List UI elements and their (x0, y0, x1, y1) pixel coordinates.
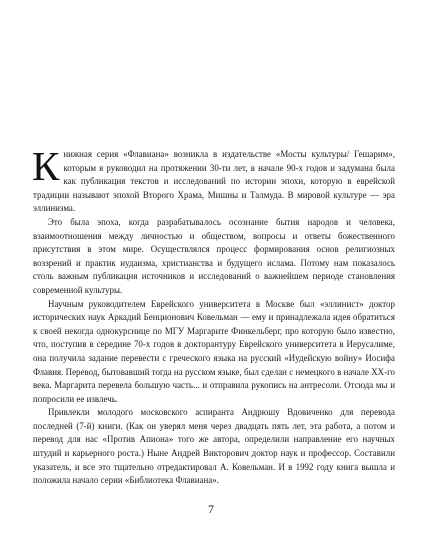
paragraph-4: Привлекли молодого московского аспиранта Андрюшу Вдовиченко для перевода последней (7-й) книги. (Как он уверял меня через двадцать пять лет, эта работа, а потом и перевод для нас «Против Апиона» того же автора, определили направление его научных штудий и карьерного роста.) Ныне Андрей Викторович доктор наук и профессор. Составили указатель, и все это тщательно отредактировал А. Ковельман. И в 1992 году книга вышла и положила начало серии «Библиотека Флавиана». (33, 407, 395, 486)
paragraph-1 (32, 143, 395, 216)
body-text (32, 143, 395, 488)
paragraph-3: Научным руководителем Еврейского университета в Москве был «эллинист» доктор исторических наук Аркадий Бенционович Ковельман — ему и принадлежала идея обратиться к своей некогда однокурснице по МГУ Маргарите Финкельберг, про которую было известно, что, поступив в середине 70-х годов в докторантуру Еврейского университета в Иерусалиме, она получила задание перевести с греческого языка на русский «Иудейскую войну» Иосифа Флавия. Перевод, бытовавший тогда на русском языке, был сделан с немецкого в начале XX-го века. Маргарита перевела большую часть... и отправила рукопись на антресоли. Отсюда мы и попросили ее извлечь. (33, 298, 395, 404)
page-number: 7 (208, 502, 214, 516)
paragraph-2: Это была эпоха, когда разрабатывалось осознание бытия народов и человека, взаимоотношения между личностью и обществом, вопросы и ответы божественного присутствия в этом мире. Осуществлялся процесс формирования основ религиозных воззрений и практик иудаизма, христианства и будущего ислама. Потому нам показалось столь важным публикация источников и исследований о важнейшем периоде становления современной культуры. (33, 216, 395, 295)
drop-cap: К (32, 143, 60, 189)
paragraph-1-text: нижная серия «Флавиана» возникла в издательстве «Мосты культуры/ Гешарим», которым я руководил на протяжении 30-ти лет, в начале 90-х годов и задумана была как публикация текстов и исследований по истории эпохи, которую в еврейской традиции называют эпохой Второго Храма, Мишны и Талмуда. В мировой культуре — эра эллинизма. (33, 149, 395, 214)
